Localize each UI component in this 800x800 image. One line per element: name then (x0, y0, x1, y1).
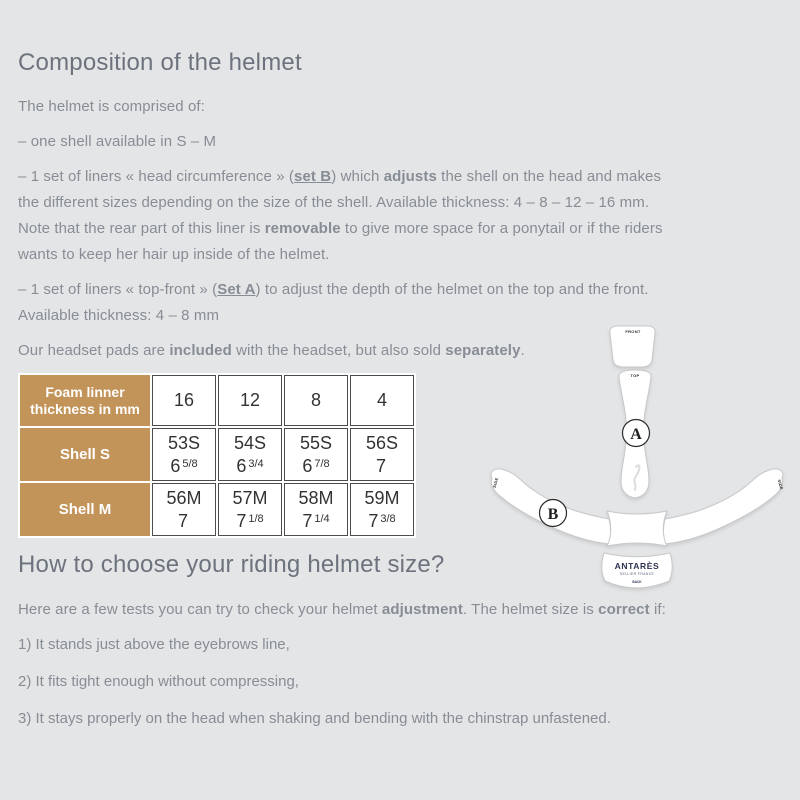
size-cell: 57M 7 $^{1/8}$ (218, 483, 282, 536)
inline-link[interactable]: set B (294, 168, 332, 185)
thickness-12-header: 12 (218, 375, 282, 426)
size-cell: 53S 6 $^{5/8}$ (152, 428, 216, 481)
table-header-label: Foam linner thickness in mm (20, 375, 150, 426)
paragraph-liners-set-b: – 1 set of liners « head circumference » (set B) which adjusts the shell on the head and makes the different sizes depending on the size of the shell. Available thickness: 4 – 8 – 12 – 16 mm. Note that the rear part of this liner is removable to give more space for a ponytail or if the riders wants to keep her hair up inside of the helmet. (18, 168, 663, 263)
shell-m-label: Shell M (20, 483, 150, 536)
thickness-4-header: 4 (350, 375, 414, 426)
shell-s-label: Shell S (20, 428, 150, 481)
size-test-item-2: 2) It fits tight enough without compressing, (18, 673, 299, 690)
size-cell: 59M 7 $^{3/8}$ (350, 483, 414, 536)
side-right-label: SIDE (776, 478, 785, 491)
center-pad (607, 511, 667, 546)
shell-m-row (20, 483, 414, 536)
paragraph-liners-set-a: – 1 set of liners « top-front » (Set A) to adjust the depth of the helmet on the top and the front. Available thickness: 4 – 8 mm (18, 281, 649, 324)
side-left-label: SIDE (491, 476, 500, 489)
paragraph-headset-pads: Our headset pads are included with the headset, but also sold separately. (18, 342, 525, 359)
paragraph-intro: The helmet is comprised of: (18, 98, 205, 115)
size-fraction: 1/4 (314, 512, 330, 525)
liner-diagram (486, 314, 796, 596)
back-pad-label: BACK (632, 580, 642, 584)
size-fraction: 5/8 (182, 457, 198, 470)
size-cell: 55S 6 $^{7/8}$ (284, 428, 348, 481)
front-pad-label: FRONT (625, 329, 641, 334)
side-pad-right (664, 469, 783, 544)
size-fraction: 1/8 (248, 512, 264, 525)
paragraph-shell: – one shell available in S – M (18, 133, 217, 150)
inline-link[interactable]: Set A (217, 281, 256, 298)
size-fraction: 3/8 (380, 512, 396, 525)
section-title-composition: Composition of the helmet (18, 49, 302, 76)
brand-sub-label: SELLIER FRANCE (619, 572, 655, 576)
size-cell: 58M 7 $^{1/4}$ (284, 483, 348, 536)
size-cell: 54S 6 $^{3/4}$ (218, 428, 282, 481)
size-cell: 56M 7 (152, 483, 216, 536)
section-title-choose-size: How to choose your riding helmet size? (18, 551, 445, 578)
table-header-row (20, 375, 414, 426)
marker-b: B (547, 506, 559, 523)
shell-s-row (20, 428, 414, 481)
size-fraction: 7/8 (314, 457, 330, 470)
size-cell: 56S 7 (350, 428, 414, 481)
marker-a: A (630, 426, 642, 443)
size-test-item-3: 3) It stays properly on the head when shaking and bending with the chinstrap unfastened. (18, 710, 611, 727)
thickness-16-header: 16 (152, 375, 216, 426)
size-table (18, 373, 416, 538)
top-pad-label: TOP (630, 373, 640, 378)
paragraph-size-tests-intro: Here are a few tests you can try to check your helmet adjustment. The helmet size is correct if: (18, 601, 666, 618)
brand-logo: ANTARÈS (614, 561, 660, 571)
size-fraction: 3/4 (248, 457, 264, 470)
thickness-8-header: 8 (284, 375, 348, 426)
size-test-item-1: 1) It stands just above the eyebrows line, (18, 636, 290, 653)
